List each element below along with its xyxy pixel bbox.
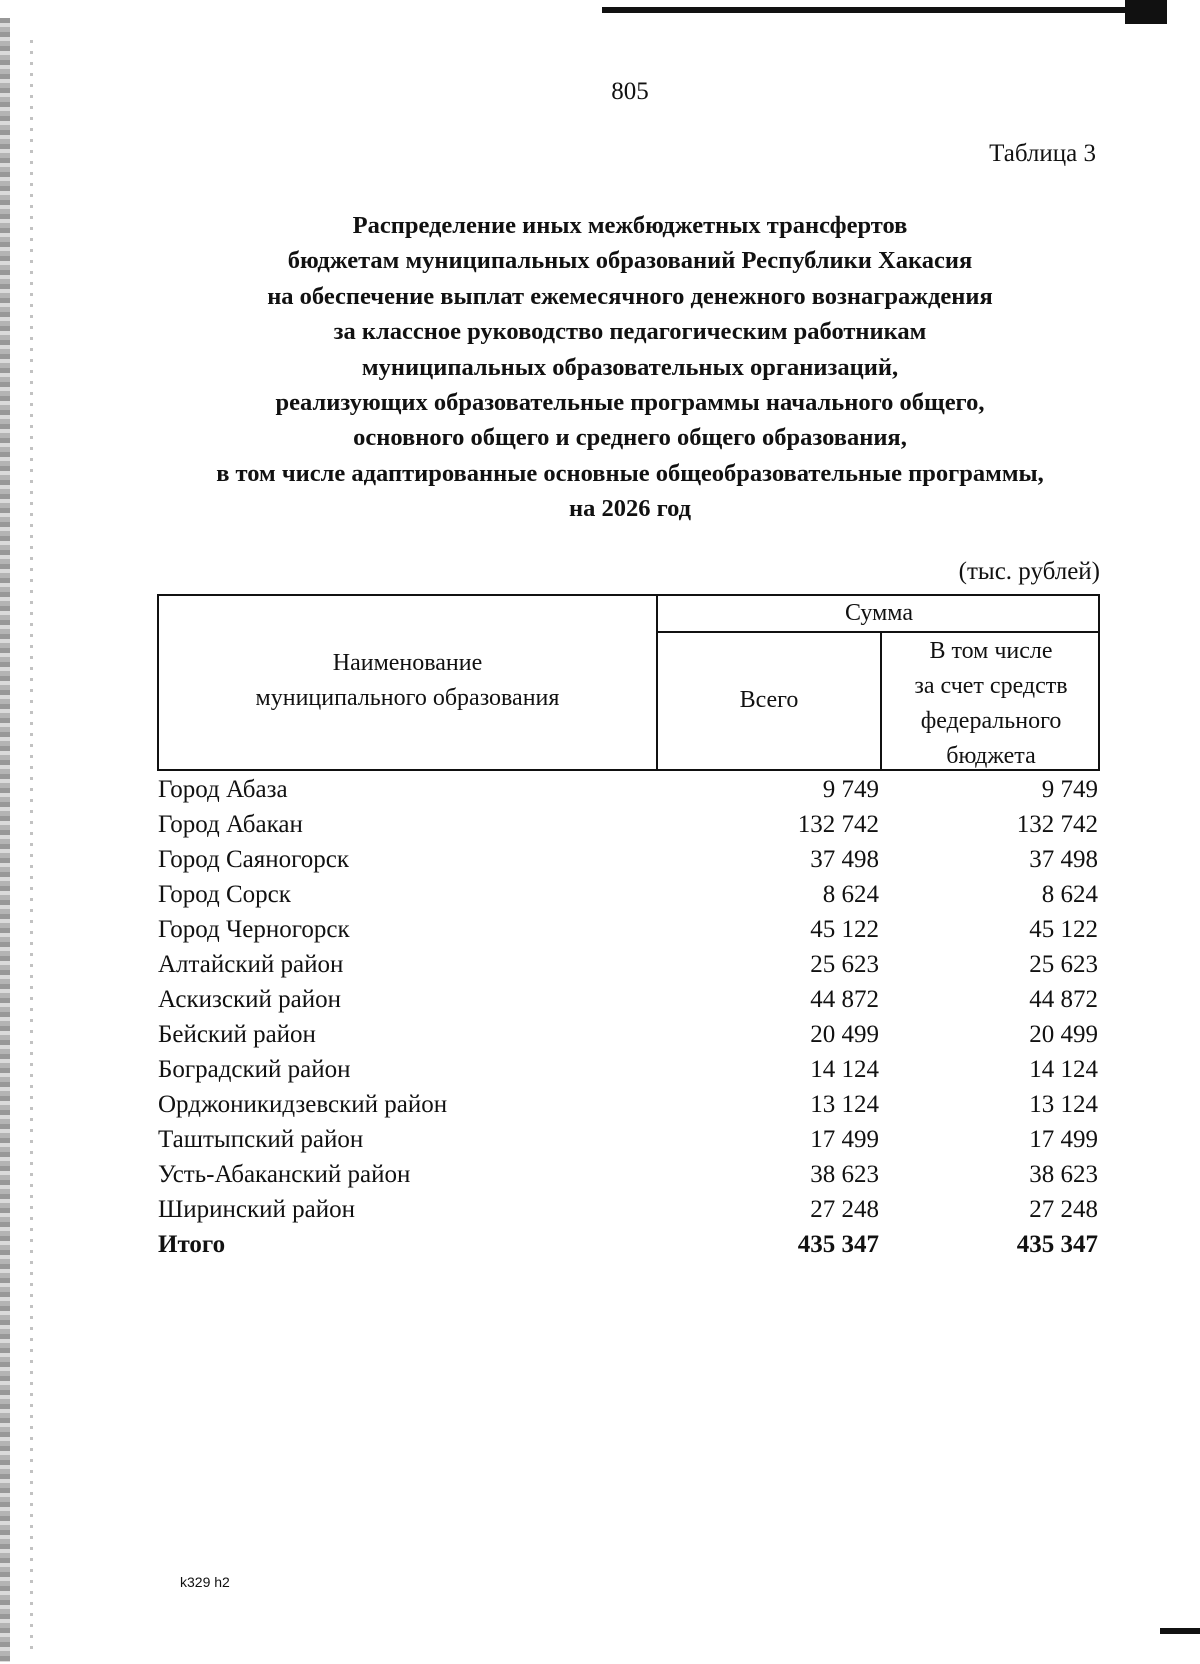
- total-amount: 27 248: [810, 1196, 879, 1223]
- table-row: [157, 772, 1100, 807]
- municipality-name: Таштыпский район: [158, 1126, 364, 1153]
- header-federal-line: федерального: [920, 708, 1062, 734]
- municipality-name: Бейский район: [158, 1021, 316, 1048]
- table-row: [157, 982, 1100, 1017]
- table-row: [157, 947, 1100, 982]
- document-title: [140, 208, 1120, 527]
- scan-artifact-left-edge-dots: [30, 40, 33, 1650]
- federal-amount: 44 872: [1029, 986, 1098, 1013]
- federal-amount: 17 499: [1029, 1126, 1098, 1153]
- table-row: [157, 1052, 1100, 1087]
- total-amount: 13 124: [810, 1091, 879, 1118]
- table-total-row: [157, 1227, 1100, 1262]
- federal-amount: 8 624: [1041, 881, 1098, 908]
- footer-code: k329 h2: [180, 1574, 230, 1590]
- header-federal-column: [882, 634, 1100, 774]
- municipality-name: Усть-Абаканский район: [158, 1161, 411, 1188]
- header-federal-line: за счет средств: [914, 673, 1068, 699]
- header-federal-line: бюджета: [946, 743, 1036, 769]
- scan-artifact-right-mark: [1160, 1628, 1200, 1634]
- municipality-name: Алтайский район: [158, 951, 344, 978]
- federal-amount: 25 623: [1029, 951, 1098, 978]
- title-line: на обеспечение выплат ежемесячного денежного вознаграждения: [267, 282, 993, 310]
- table-row: [157, 912, 1100, 947]
- table-body: [157, 772, 1100, 1262]
- municipality-name: Боградский район: [158, 1056, 351, 1083]
- scan-artifact-top-line: [602, 7, 1167, 13]
- title-line: в том числе адаптированные основные общеобразовательные программы,: [216, 459, 1044, 487]
- table-label: Таблица 3: [989, 140, 1096, 167]
- header-total-column: Всего: [739, 687, 799, 713]
- title-line: Распределение иных межбюджетных трансфертов: [352, 212, 908, 239]
- title-line: на 2026 год: [568, 495, 692, 523]
- total-amount: 44 872: [810, 986, 879, 1013]
- federal-amount: 13 124: [1029, 1091, 1098, 1118]
- federal-amount: 27 248: [1029, 1196, 1098, 1223]
- scan-artifact-top-right: [1125, 0, 1167, 24]
- municipality-name: Ширинский район: [158, 1196, 355, 1223]
- scan-artifact-left-edge: [0, 18, 10, 1662]
- municipality-name: Город Сорск: [158, 881, 291, 908]
- municipality-name: Город Саяногорск: [158, 846, 350, 873]
- total-amount: 25 623: [810, 951, 879, 978]
- table-row: [157, 1157, 1100, 1192]
- total-amount: 8 624: [822, 881, 879, 908]
- total-amount: 20 499: [810, 1021, 879, 1048]
- title-line: основного общего и среднего общего образования,: [353, 424, 907, 452]
- table-row: [157, 1087, 1100, 1122]
- table-row: [157, 1017, 1100, 1052]
- table-row: [157, 877, 1100, 912]
- title-line: бюджетам муниципальных образований Республики Хакасия: [287, 247, 973, 275]
- grand-federal-amount: 435 347: [1016, 1231, 1098, 1258]
- title-line: реализующих образовательные программы начального общего,: [275, 389, 985, 417]
- municipality-name: Город Абаза: [158, 776, 288, 803]
- table-row: [157, 1122, 1100, 1157]
- page-number: 805: [611, 78, 649, 105]
- header-federal-line: В том числе: [929, 638, 1053, 664]
- total-amount: 45 122: [810, 916, 879, 943]
- federal-amount: 132 742: [1016, 811, 1098, 838]
- total-amount: 17 499: [810, 1126, 879, 1153]
- table-row: [157, 842, 1100, 877]
- header-name-column: [159, 646, 656, 716]
- total-amount: 38 623: [810, 1161, 879, 1188]
- total-amount: 132 742: [797, 811, 879, 838]
- title-line: за классное руководство педагогическим работникам: [333, 318, 927, 346]
- municipality-name: Город Черногорск: [158, 916, 350, 943]
- federal-amount: 9 749: [1041, 776, 1098, 803]
- federal-amount: 14 124: [1029, 1056, 1098, 1083]
- municipality-name: Город Абакан: [158, 811, 303, 838]
- total-amount: 9 749: [822, 776, 879, 803]
- grand-total-amount: 435 347: [797, 1231, 879, 1258]
- federal-amount: 20 499: [1029, 1021, 1098, 1048]
- table-row: [157, 807, 1100, 842]
- header-name-line: Наименование: [332, 650, 483, 676]
- units-note: (тыс. рублей): [958, 558, 1100, 585]
- municipality-name: Аскизский район: [158, 986, 342, 1013]
- table-row: [157, 1192, 1100, 1227]
- header-name-line: муниципального образования: [255, 685, 560, 711]
- municipality-name: Орджоникидзевский район: [158, 1091, 448, 1118]
- header-divider: [656, 631, 1100, 633]
- total-amount: 37 498: [810, 846, 879, 873]
- federal-amount: 37 498: [1029, 846, 1098, 873]
- federal-amount: 38 623: [1029, 1161, 1098, 1188]
- header-sum: Сумма: [845, 600, 913, 626]
- total-amount: 14 124: [810, 1056, 879, 1083]
- federal-amount: 45 122: [1029, 916, 1098, 943]
- table-header: [157, 594, 1100, 771]
- total-label: Итого: [158, 1231, 226, 1258]
- title-line: муниципальных образовательных организаций,: [361, 353, 899, 381]
